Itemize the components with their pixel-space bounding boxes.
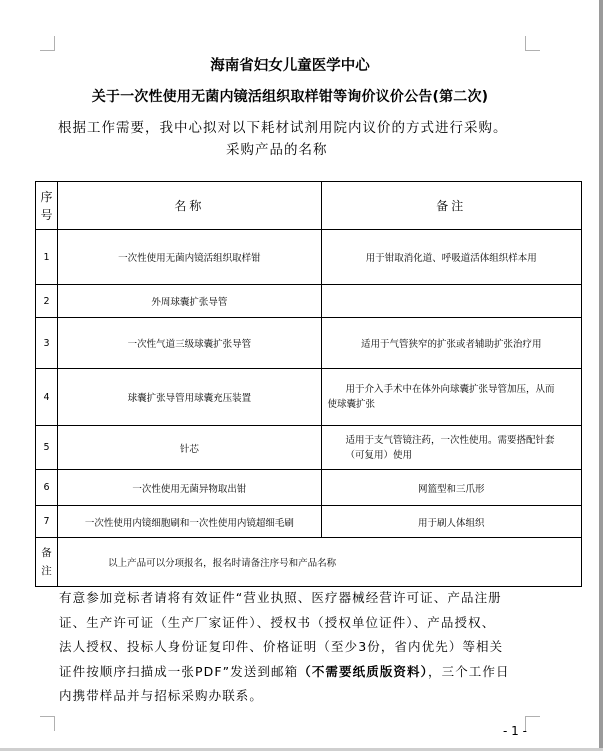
table-row [36,369,582,426]
row-number: 6 [36,470,58,506]
row-number: 1 [36,230,58,285]
row-name: 针芯 [58,426,321,470]
intro-paragraph: 根据工作需要，我中心拟对以下耗材试剂用院内议价的方式进行采购。 [58,120,508,136]
table-header-row [36,182,582,230]
table-row [36,470,582,506]
table-row [36,230,582,285]
row-name: 外周球囊扩张导管 [58,285,321,318]
remark-label-line2: 注 [41,565,52,577]
row-number: 4 [36,369,58,426]
remark-label [36,538,58,587]
header-note: 备注 [321,182,581,230]
crop-mark-top-right [525,36,540,51]
organization-name: 海南省妇女儿童医学中心 [210,58,370,74]
table-row [36,426,582,470]
row-note-line2: 使球囊扩张 [327,399,376,410]
row-name: 球囊扩张导管用球囊充压装置 [58,369,321,426]
table-row [36,506,582,538]
table-row [36,318,582,369]
body-line-4-end: ，三个工作日 [428,663,510,679]
body-line-4-start: 证件按顺序扫描成一张PDF”发送到邮箱 [59,663,299,679]
procurement-table [35,181,582,587]
row-note [321,369,581,426]
row-note-line1: 适用于支气管镜注药，一次性使用。需要搭配针套 [345,434,555,446]
header-serial-line1: 序 [40,189,53,204]
row-name: 一次性使用无菌异物取出钳 [58,470,321,506]
remark-label-line1: 备 [41,547,52,559]
body-line-4-emphasis: （不需要纸质版资料） [298,663,428,679]
row-name: 一次性使用内镜细胞刷和一次性使用内镜超细毛刷 [58,506,321,538]
row-note: 网篮型和三爪形 [321,470,581,506]
crop-mark-bottom-left [40,716,55,731]
body-line-5: 内携带样品并与招标采购办联系。 [59,688,264,703]
crop-mark-bottom-right [525,716,540,731]
table-row [36,285,582,318]
body-line-4 [59,660,549,685]
header-serial-line2: 号 [40,207,53,222]
document-title: 关于一次性使用无菌内镜活组织取样钳等询价议价公告(第二次) [91,89,489,105]
body-line-3: 法人授权、投标人身份证复印件、价格证明（至少3份，省内优先）等相关 [59,639,504,654]
row-note: 用于钳取消化道、呼吸道活体组织样本用 [321,230,581,285]
table-caption: 采购产品的名称 [226,142,328,158]
row-name: 一次性使用无菌内镜活组织取样钳 [58,230,321,285]
header-name: 名称 [58,182,321,230]
crop-mark-top-left [40,36,55,51]
row-note-line2: （可复用）使用 [345,449,413,461]
row-number: 2 [36,285,58,318]
table-remark-row [36,538,582,587]
body-line-2: 证、生产许可证（生产厂家证件）、授权书（授权单位证件）、产品授权、 [59,614,496,630]
row-note [321,426,581,470]
body-paragraph [59,586,549,709]
header-serial [36,182,58,230]
row-note [321,285,581,318]
body-line-1: 有意参加竞标者请将有效证件“营业执照、医疗器械经营许可证、产品注册 [59,590,502,605]
remark-text: 以上产品可以分项报名，报名时请备注序号和产品名称 [58,538,582,587]
page-edge-shadow [599,0,603,751]
row-number: 5 [36,426,58,470]
page-number: - 1 - [503,724,527,738]
row-note-line1: 用于介入手术中在体外向球囊扩张导管加压，从而 [345,384,555,395]
row-number: 3 [36,318,58,369]
row-note: 适用于气管狭窄的扩张或者辅助扩张治疗用 [321,318,581,369]
row-name: 一次性气道三级球囊扩张导管 [58,318,321,369]
row-note: 用于刷人体组织 [321,506,581,538]
row-number: 7 [36,506,58,538]
